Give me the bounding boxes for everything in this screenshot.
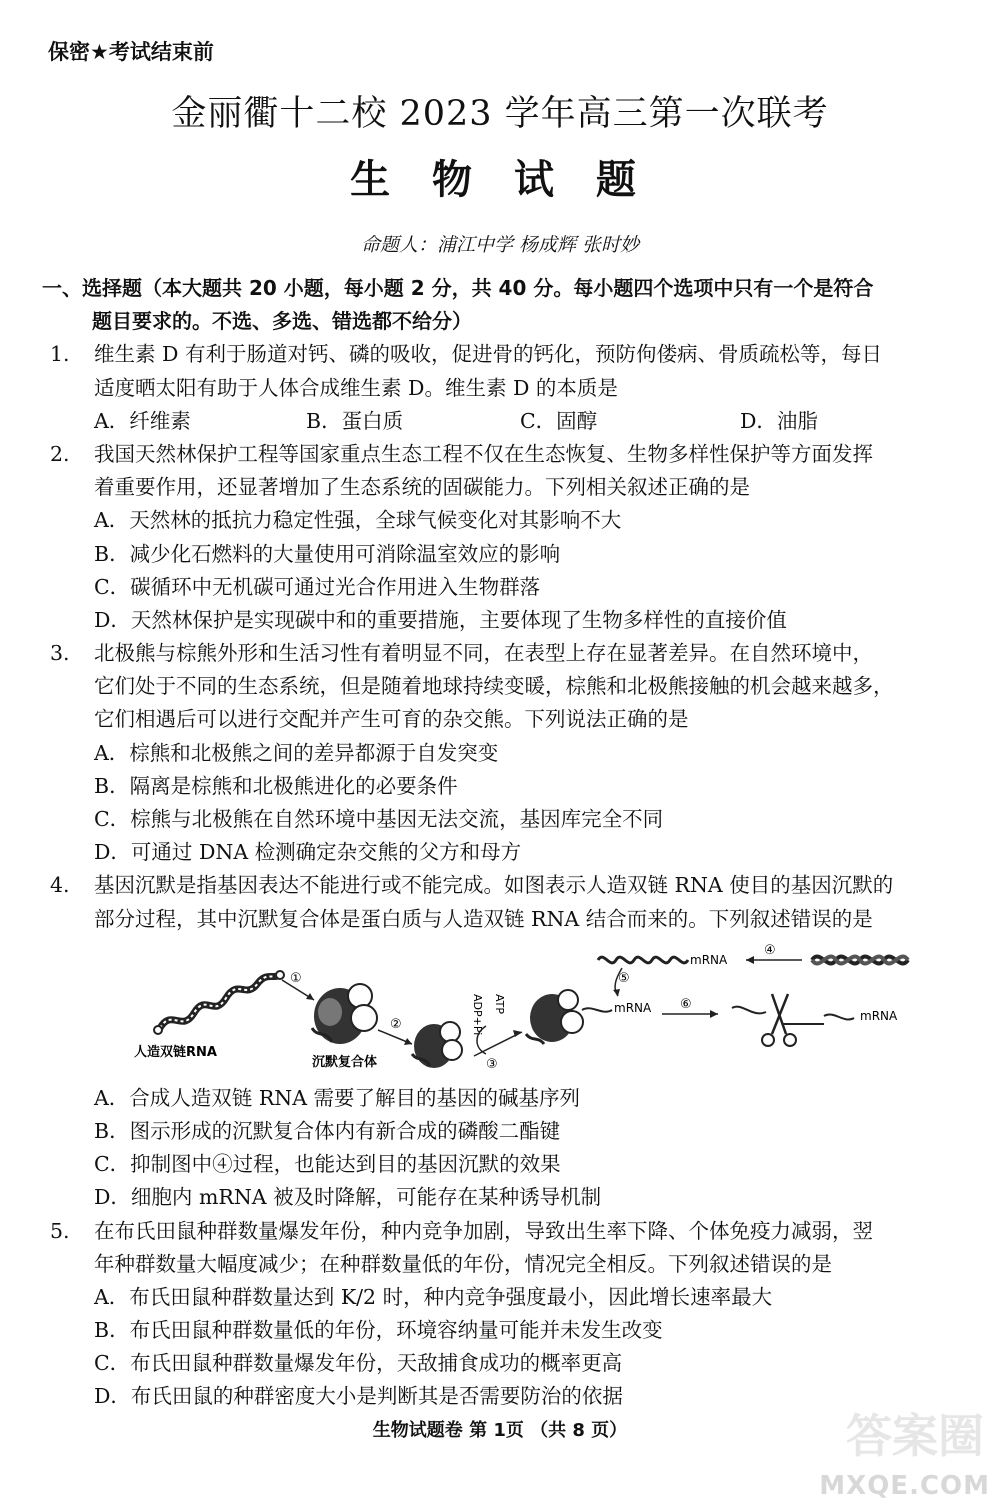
question-text: 北极熊与棕熊外形和生活习性有着明显不同，在表型上存在显著差异。在自然环境中， [94, 641, 873, 666]
authors-line: 命题人：浦江中学 杨成辉 张时妙 [360, 234, 640, 256]
question-2 [42, 438, 972, 637]
option-b: B．图示形成的沉默复合体内有新合成的磷酸二酯键 [94, 1118, 561, 1143]
option-a: A．天然林的抵抗力稳定性强，全球气候变化对其影响不大 [94, 508, 622, 533]
section-heading-cont: 题目要求的。不选、多选、错选都不给分） [92, 309, 472, 334]
option-d: D．细胞内 mRNA 被及时降解，可能存在某种诱导机制 [94, 1185, 602, 1210]
option-c: C．碳循环中无机碳可通过光合作用进入生物群落 [94, 574, 541, 599]
step-5: ⑤ [618, 970, 630, 986]
question-3 [42, 637, 972, 869]
question-number: 2. [50, 441, 70, 466]
silencing-complex-icon [526, 990, 583, 1044]
question-text: 在布氏田鼠种群数量爆发年份，种内竞争加剧，导致出生率下降、个体免疫力减弱，翌 [94, 1218, 873, 1243]
option-c: C．棕熊与北极熊在自然环境中基因无法交流，基因库完全不同 [94, 807, 664, 831]
step-6: ⑥ [680, 996, 692, 1012]
option-a: A．纤维素 [94, 408, 191, 433]
question-text: 部分过程，其中沉默复合体是蛋白质与人造双链 RNA 结合而来的。下列叙述错误的是 [94, 906, 873, 931]
exam-content [42, 272, 972, 1414]
watermark-logo-text: 答案圈 [846, 1409, 984, 1463]
watermark-site: MXQE.COM [819, 1471, 990, 1501]
option-b: B．隔离是棕熊和北极熊进化的必要条件 [94, 773, 458, 798]
question-text: 适度晒太阳有助于人体合成维生素 D。维生素 D 的本质是 [94, 375, 618, 400]
dna-double-helix-icon [812, 956, 908, 963]
question-number: 5. [50, 1218, 70, 1243]
option-a: A．棕熊和北极熊之间的差异都源于自发突变 [94, 740, 499, 765]
option-d: D．油脂 [740, 408, 818, 433]
page-footer: 生物试题卷 第 1页 （共 8 页） [372, 1420, 628, 1441]
label-mrna-top: mRNA [690, 952, 728, 967]
step-4: ④ [764, 942, 776, 958]
scissors-icon [732, 994, 854, 1046]
option-b: B．蛋白质 [306, 408, 404, 433]
option-b: B．布氏田鼠种群数量低的年份，环境容纳量可能并未发生改变 [94, 1318, 663, 1343]
step-1: ① [290, 970, 302, 986]
option-a: A．布氏田鼠种群数量达到 K/2 时，种内竞争强度最小，因此增长速率最大 [94, 1284, 773, 1309]
gene-silencing-diagram [42, 938, 972, 1080]
label-mrna: mRNA [614, 1000, 652, 1015]
label-complex: 沉默复合体 [312, 1054, 378, 1070]
option-b: B．减少化石燃料的大量使用可消除温室效应的影响 [94, 541, 561, 566]
question-text: 维生素 D 有利于肠道对钙、磷的吸收，促进骨的钙化，预防佝偻病、骨质疏松等，每日 [94, 342, 882, 367]
option-d: D．布氏田鼠的种群密度大小是判断其是否需要防治的依据 [94, 1384, 623, 1409]
label-adp: ADP+Pi [471, 993, 484, 1036]
question-text: 基因沉默是指基因表达不能进行或不能完成。如图表示人造双链 RNA 使目的基因沉默的 [94, 873, 894, 898]
section-heading: 一、选择题（本大题共 20 小题，每小题 2 分，共 40 分。每小题四个选项中只有一个是符合 [42, 276, 874, 300]
step-3: ③ [486, 1056, 498, 1072]
silencing-complex-icon [412, 1022, 462, 1068]
subject-title: 生 物 试 题 [350, 157, 650, 203]
question-1 [42, 338, 972, 438]
label-atp: ATP [493, 993, 506, 1014]
watermark-logo [819, 1396, 990, 1501]
question-text: 我国天然林保护工程等国家重点生态工程不仅在生态恢复、生物多样性保护等方面发挥 [94, 441, 873, 466]
exam-title: 金丽衢十二校 2023 学年高三第一次联考 [171, 94, 829, 134]
step-2: ② [390, 1016, 402, 1032]
question-5 [42, 1215, 972, 1414]
diagram-svg [82, 938, 942, 1080]
label-dsrna: 人造双链RNA [134, 1044, 217, 1060]
question-number: 3. [50, 641, 70, 666]
dsrna-strand-icon [160, 976, 278, 1028]
label-mrna-cut: mRNA [860, 1008, 898, 1023]
option-c: C．布氏田鼠种群数量爆发年份，天敌捕食成功的概率更高 [94, 1351, 623, 1376]
silencing-complex-icon [312, 984, 377, 1044]
question-number: 4. [50, 873, 70, 898]
option-a: A．合成人造双链 RNA 需要了解目的基因的碱基序列 [94, 1085, 581, 1110]
question-4 [42, 869, 972, 1214]
option-c: C．抑制图中④过程，也能达到目的基因沉默的效果 [94, 1152, 561, 1177]
option-d: D．天然林保护是实现碳中和的重要措施，主要体现了生物多样性的直接价值 [94, 607, 787, 632]
question-text: 它们相遇后可以进行交配并产生可育的杂交熊。下列说法正确的是 [94, 707, 689, 732]
question-number: 1. [50, 342, 70, 367]
option-c: C．固醇 [520, 408, 598, 433]
options-row [42, 405, 972, 438]
confidential-notice: 保密★考试结束前 [48, 40, 214, 64]
question-text: 年种群数量大幅度减少；在种群数量低的年份，情况完全相反。下列叙述错误的是 [94, 1251, 832, 1276]
question-text: 着重要作用，还显著增加了生态系统的固碳能力。下列相关叙述正确的是 [94, 475, 750, 500]
question-text: 它们处于不同的生态系统，但是随着地球持续变暖，棕熊和北极熊接触的机会越来越多， [94, 674, 894, 699]
option-d: D．可通过 DNA 检测确定杂交熊的父方和母方 [94, 840, 522, 865]
